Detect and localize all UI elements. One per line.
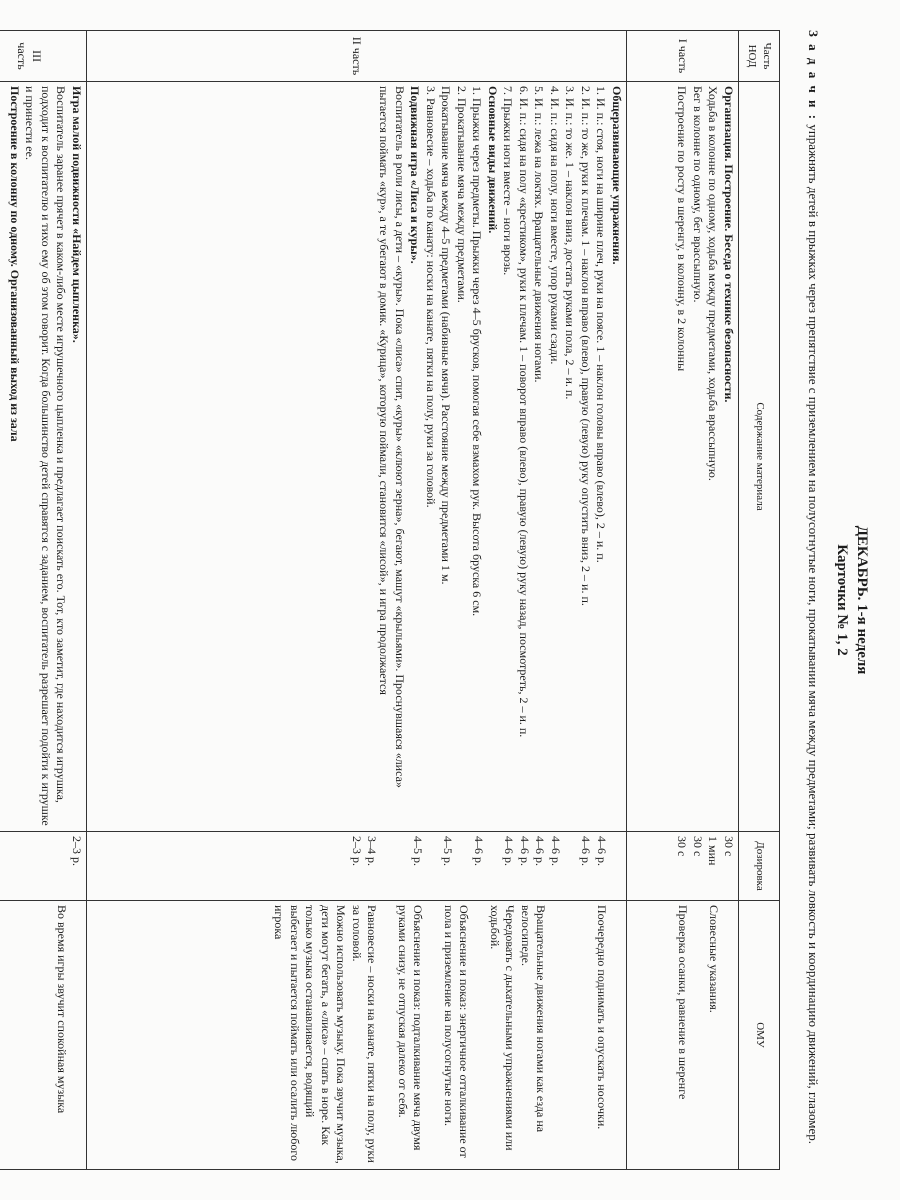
content-line: 6. И. п.: сидя на полу «крестиком», руки к плечам. 1 – поворот вправо (влево), правую (левую) руку назад, посмотреть, 2 – и. п.	[517, 86, 531, 738]
dose-value: 30 с	[675, 836, 690, 857]
omu-note: Можно использовать музыку. Пока звучит музыка, дети могут бегать, а «лиса» – спать в норе. Как только музыка останавливается, водящий выбегает и пытается поймать или осалить любого игрока	[272, 905, 349, 1164]
part-cell	[87, 31, 627, 82]
dose-cell	[627, 832, 739, 901]
content-cell	[0, 82, 87, 832]
omu-cell	[627, 901, 739, 1170]
dose-value	[456, 836, 471, 896]
dose-value: 4–6 р.	[533, 836, 548, 866]
part-label: II часть	[350, 36, 365, 76]
dose-value: 4–5 р.	[441, 836, 456, 866]
dose-value: 2–3 р.	[350, 836, 364, 866]
content-line: Построение по росту в шеренгу, в колонну, в 2 колонны	[675, 86, 690, 372]
omu-note	[564, 905, 579, 1165]
dose-value: 4–6 р.	[595, 836, 609, 866]
table-row	[87, 31, 627, 1170]
tasks-text: упражнять детей в прыжках через препятствие с приземлением на полусогнутые ноги, прокатывании мяча между предметами; развивать ловкость и координацию движений, глазомер.	[806, 121, 821, 1144]
omu-note	[691, 905, 706, 1165]
dose-value: 2–3 р.	[70, 836, 84, 866]
content-line: 3. Равновесие – ходьба по канату: носки на канате, пятки на полу, руки за головой.	[424, 86, 438, 508]
page-subtitle: Карточки № 1, 2	[834, 544, 850, 656]
content-line: 1. И. п.: стоя, ноги на ширине плеч, руки на поясе. 1 – наклон головы вправо (влево), 2 – и. п.	[594, 86, 609, 563]
page-title: ДЕКАБРЬ. 1-я неделя	[854, 525, 870, 675]
dose-value	[425, 836, 440, 896]
table-row	[0, 31, 87, 1170]
content-line: Ходьба в колонне по одному, ходьба между предметами, ходьба врассыпную.	[706, 86, 721, 481]
omu-note	[609, 905, 624, 1165]
tasks-paragraph	[805, 30, 822, 1170]
table-header-row	[739, 31, 780, 1170]
content-line: 1. Прыжки через предметы. Прыжки через 4–5 брусков, помогая себе взмахом рук. Высота бруска 6 см.	[470, 86, 485, 617]
dose-value: 30 с	[722, 836, 736, 857]
content-line: 2. Прокатывание мяча между предметами.	[455, 86, 469, 303]
content-cell	[627, 82, 739, 832]
section-heading: Общеразвивающие упражнения.	[610, 86, 624, 265]
dose-cell	[87, 832, 627, 901]
omu-note: Объяснение и показ: подталкивание мяча двумя руками снизу, не отпуская далеко от себя.	[396, 905, 426, 1151]
lesson-table	[0, 30, 780, 1170]
omu-note	[380, 905, 395, 1165]
content-line: Прокатывание мяча между 4–5 предметами (набивные мячи). Расстояние между предметами 1 м.	[439, 86, 454, 585]
header-part: Часть НОД	[739, 31, 780, 82]
header-content: Содержание материала	[739, 82, 780, 832]
omu-note	[472, 905, 487, 1165]
omu-note: Поочередно поднимать и опускать носочки.	[595, 905, 609, 1130]
omu-note: Словесные указания.	[707, 905, 721, 1013]
content-cell	[87, 82, 627, 832]
omu-note	[69, 905, 84, 1165]
content-line: 7. Прыжки ноги вместе – ноги врозь.	[501, 86, 516, 276]
dose-value: 30 с	[691, 836, 705, 857]
content-line: Воспитатель заранее прячет в каком-либо месте игрушечного цыпленка и предлагает поискать его. Тот, кто заметит, где находится игрушка, подходит к воспитателю и тихо ему об этом говорит. Когда большинство детей справятся с заданием, воспитатель разрешает подойти к игрушке и принести ее.	[23, 86, 69, 826]
tasks-label: З а д а ч и :	[806, 30, 821, 122]
part-cell	[0, 31, 87, 82]
dose-value	[609, 836, 624, 896]
rotated-sheet	[8, 20, 880, 1180]
omu-note: Чередовать с дыхательными упражнениями или ходьбой.	[488, 905, 518, 1151]
omu-note: Равновесие – носки на канате, пятки на полу, руки за головой.	[350, 905, 380, 1163]
part-label: I часть	[676, 38, 691, 74]
dose-value	[380, 836, 395, 896]
omu-cell	[0, 901, 87, 1170]
table-row	[627, 31, 739, 1170]
content-line: Бег в колонне по одному, бег врассыпную.	[691, 86, 705, 303]
section-heading: Подвижная игра «Лиса и куры».	[408, 86, 423, 264]
table-body	[0, 31, 739, 1170]
section-heading: Игра малой подвижности «Найдем цыпленка».	[70, 86, 84, 343]
content-line: 2. И. п.: то же, руки к плечам. 1 – наклон вправо (влево), правую (левую) руку опустить вниз, 2 – и. п.	[579, 86, 593, 606]
dose-value	[486, 836, 501, 896]
dose-value: 3–4 р.	[365, 836, 380, 866]
header-omu: ОМУ	[739, 901, 780, 1170]
content-line: 5. И. п.: лежа на локтях. Вращательные движения ногами.	[532, 86, 547, 383]
dose-value: 1 мин	[706, 836, 721, 866]
part-cell	[627, 31, 739, 82]
part-label: III часть	[15, 42, 45, 70]
content-line: Воспитатель в роли лисы, а дети – «куры». Пока «лиса» спит, «куры» «клюют зерна», бегают, машут «крыльями». Проснувшаяся «лиса» пытается поймать «кур», а те убегают в домик. «Курица», которую поймали, становится «лисой», и игра продолжается	[377, 86, 407, 788]
dose-cell	[0, 832, 87, 901]
omu-note: Во время игры звучит спокойная музыка	[55, 905, 69, 1114]
omu-note	[426, 905, 441, 1165]
omu-note: Вращательные движения ногами как езда на велосипеде.	[519, 905, 549, 1133]
section-heading: Построение в колонну по одному. Организованный выход из зала	[8, 86, 22, 442]
content-line: 4. И. п.: сидя на полу, ноги вместе, упор руками сзади.	[548, 86, 562, 365]
section-heading: Основные виды движений.	[486, 86, 500, 234]
dose-value: 4–6 р.	[472, 836, 486, 866]
dose-value: 4–5 р.	[411, 836, 425, 866]
dose-value: 4–6 р.	[579, 836, 594, 866]
dose-value: 4–6 р.	[518, 836, 532, 866]
omu-note	[721, 905, 736, 1165]
content-line: 3. И. п.: то же. 1 – наклон вниз, достать руками пола, 2 – и. п.	[563, 86, 578, 400]
header-dose: Дозировка	[739, 832, 780, 901]
omu-note	[549, 905, 564, 1165]
omu-note: Объяснение и показ: энергичное отталкивание от пола и приземление на полусогнутые ноги.	[442, 905, 472, 1158]
dose-value	[395, 836, 410, 896]
dose-value: 4–6 р.	[502, 836, 517, 866]
dose-value: 4–6 р.	[549, 836, 563, 866]
dose-value	[563, 836, 578, 896]
section-heading: Организация. Построение. Беседа о технике безопасности.	[722, 86, 736, 403]
omu-note	[579, 905, 594, 1165]
omu-note: Проверка осанки, равнение в шеренге	[676, 905, 691, 1100]
omu-cell	[87, 901, 627, 1170]
